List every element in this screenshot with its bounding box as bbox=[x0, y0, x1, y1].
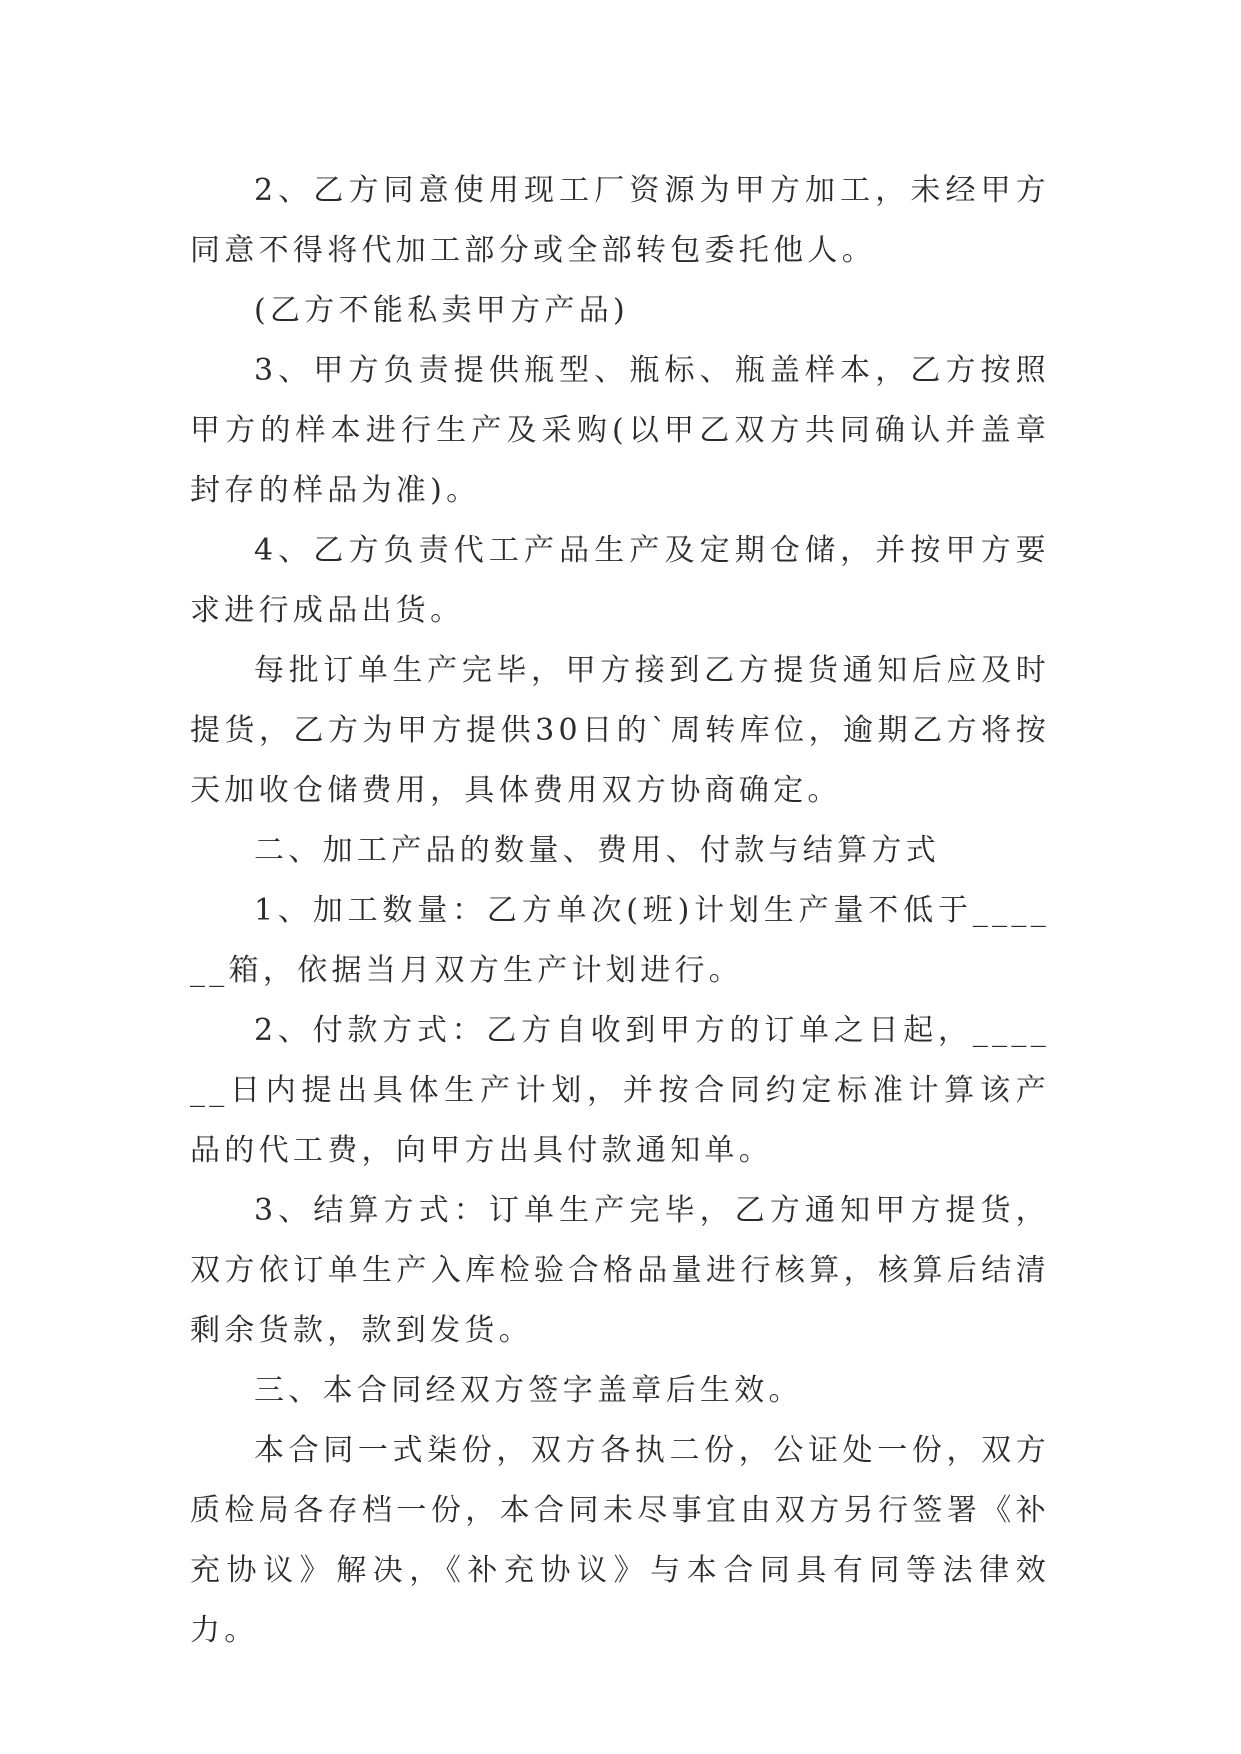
paragraph-pickup: 每批订单生产完毕，甲方接到乙方提货通知后应及时提货，乙方为甲方提供30日的`周转库位，逾期乙方将按天加收仓储费用，具体费用双方协商确定。 bbox=[190, 653, 1050, 808]
clause-settlement: 3、结算方式：订单生产完毕，乙方通知甲方提货，双方依订单生产入库检验合格品量进行核算，核算后结清剩余货款，款到发货。 bbox=[190, 1193, 1050, 1348]
clause-2-subcontract: 2、乙方同意使用现工厂资源为甲方加工，未经甲方同意不得将代加工部分或全部转包委托他人。 bbox=[190, 173, 1050, 268]
clause-4-storage: 4、乙方负责代工产品生产及定期仓储，并按甲方要求进行成品出货。 bbox=[190, 533, 1050, 628]
section-3-heading: 三、本合同经双方签字盖章后生效。 bbox=[254, 1373, 803, 1408]
clause-3-samples: 3、甲方负责提供瓶型、瓶标、瓶盖样本，乙方按照甲方的样本进行生产及采购(以甲乙双方共同确认并盖章封存的样品为准)。 bbox=[190, 353, 1050, 508]
paragraph-copies: 本合同一式柒份，双方各执二份，公证处一份，双方质检局各存档一份，本合同未尽事宜由双方另行签署《补充协议》解决，《补充协议》与本合同具有同等法律效力。 bbox=[190, 1433, 1050, 1648]
document-body bbox=[190, 161, 1050, 1661]
clause-quantity: 1、加工数量：乙方单次(班)计划生产量不低于______箱，依据当月双方生产计划进行。 bbox=[190, 893, 1050, 988]
section-2-heading: 二、加工产品的数量、费用、付款与结算方式 bbox=[254, 833, 940, 868]
note-no-private-sale: (乙方不能私卖甲方产品) bbox=[254, 293, 630, 328]
clause-payment: 2、付款方式：乙方自收到甲方的订单之日起，______日内提出具体生产计划，并按合同约定标准计算该产品的代工费，向甲方出具付款通知单。 bbox=[190, 1013, 1050, 1168]
